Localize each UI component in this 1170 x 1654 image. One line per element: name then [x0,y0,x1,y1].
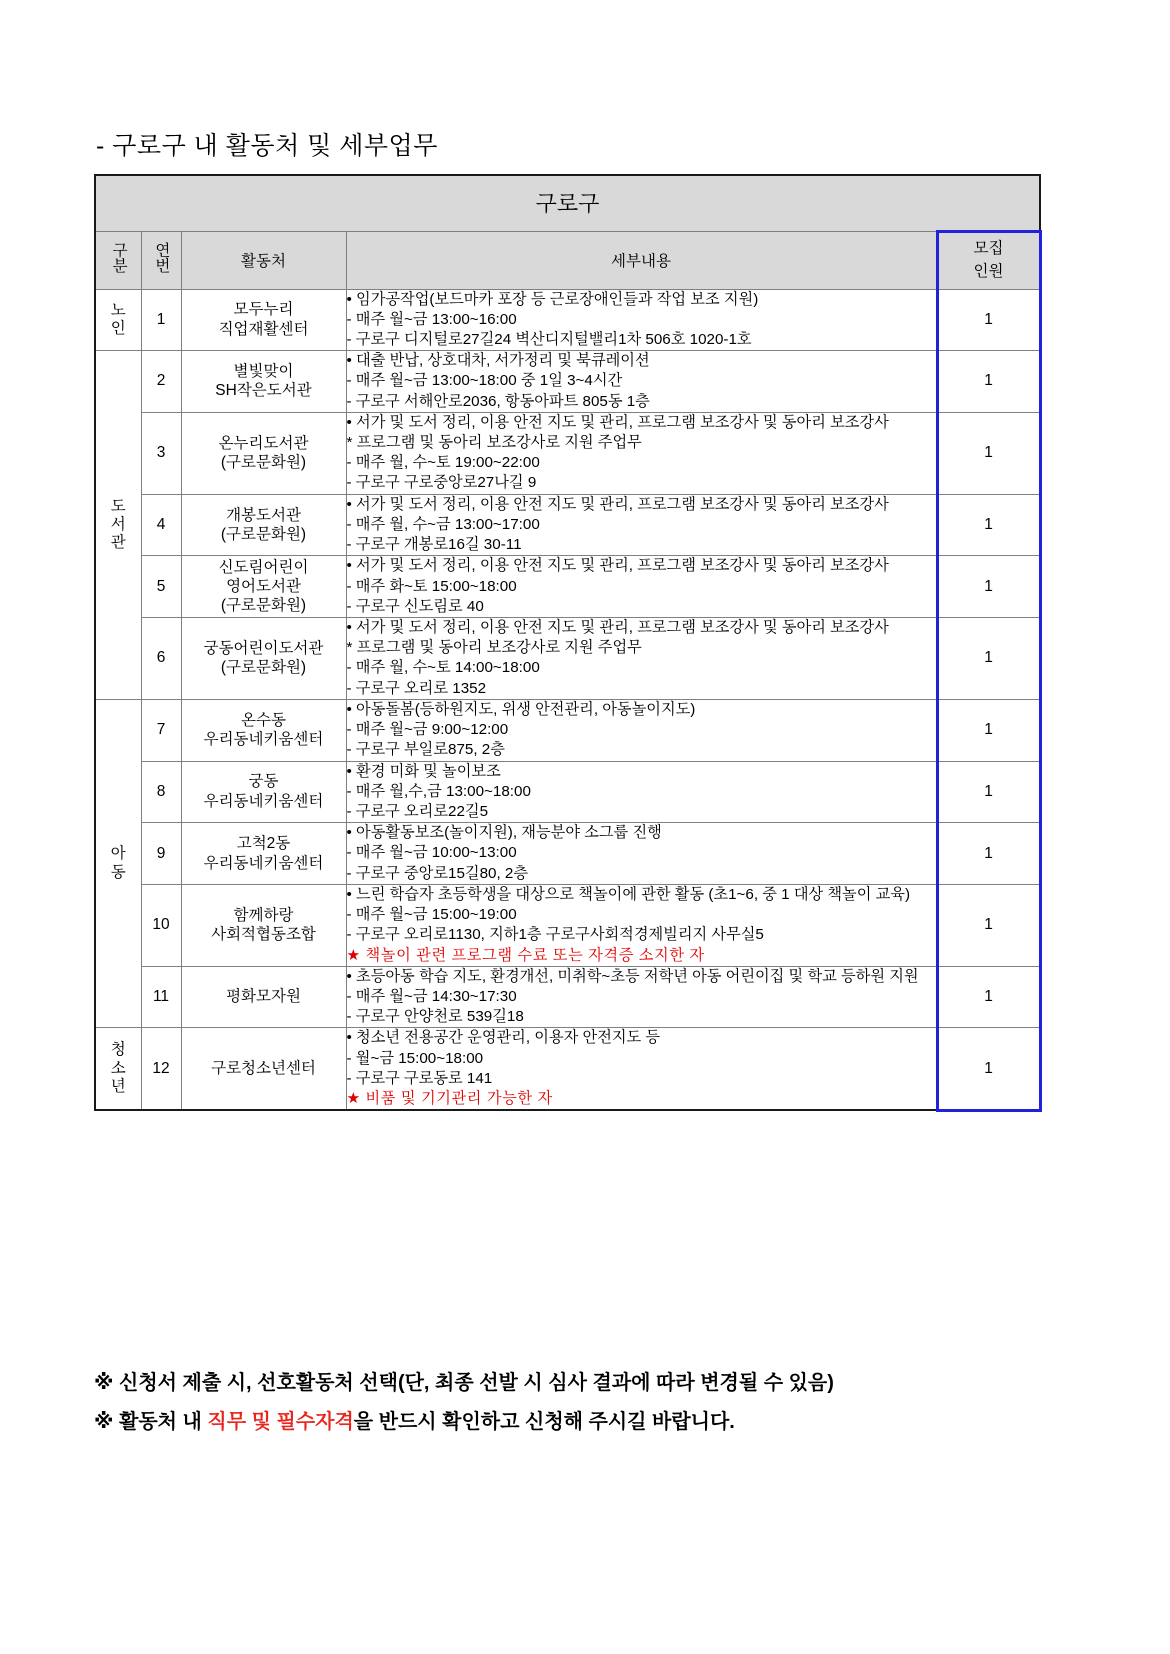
place-line: (구로문화원) [220,659,307,677]
row-number: 2 [141,351,181,413]
detail-line: - 구로구 개봉로16길 30-11 [346,536,522,554]
page-title: - 구로구 내 활동처 및 세부업무 [96,132,438,160]
place-line: 고척2동 [236,835,291,853]
detail-line: - 매주 월~금 13:00~16:00 [346,310,517,328]
detail-line: - 구로구 오리로22길5 [346,802,489,820]
detail-line: - 매주 월~금 14:30~17:30 [346,987,517,1005]
place-line: (구로문화원) [220,454,307,472]
activity-detail [346,556,937,618]
detail-line: • 서가 및 도서 정리, 이용 안전 지도 및 관리, 프로그램 보조강사 및 동아리 보조강사 [346,413,889,431]
detail-line: * 프로그램 및 동아리 보조강사로 지원 주업무 [346,639,642,657]
detail-line: - 매주 월~금 13:00~18:00 중 1일 3~4시간 [346,372,623,390]
note-highlight: 직무 및 필수자격 [207,1411,354,1433]
activity-table [94,174,1042,1112]
category-char: 소 [110,1059,126,1077]
row-number: 4 [141,494,181,556]
note-text: 을 반드시 확인하고 신청해 주시길 바랍니다. [353,1411,735,1433]
note-text: ※ 활동처 내 [94,1411,208,1433]
activity-place [181,412,346,494]
row-number: 10 [141,884,181,966]
detail-line: • 아동활동보조(놀이지원), 재능분야 소그룹 진행 [346,824,662,842]
detail-line: • 아동돌봄(등하원지도, 위생 안전관리, 아동놀이지도) [346,700,696,718]
detail-line: - 매주 화~토 15:00~18:00 [346,577,517,595]
recruit-count: 1 [937,412,1040,494]
detail-line: - 매주 월~금 9:00~12:00 [346,721,509,739]
activity-place [181,966,346,1028]
activity-place [181,618,346,700]
activity-place [181,761,346,823]
category-char: 서 [110,515,126,533]
table-row [95,699,1040,761]
place-line: 직업재활센터 [218,320,309,338]
activity-detail [346,494,937,556]
detail-line: - 매주 월, 수~금 13:00~17:00 [346,515,540,533]
table-title: 구로구 [95,175,1040,231]
recruit-count: 1 [937,966,1040,1028]
detail-line: - 구로구 서해안로2036, 항동아파트 805동 1층 [346,392,650,410]
table-row [95,412,1040,494]
detail-line: • 서가 및 도서 정리, 이용 안전 지도 및 관리, 프로그램 보조강사 및 동아리 보조강사 [346,619,889,636]
detail-line: - 구로구 구로중앙로27나길 9 [346,474,537,492]
activity-detail [346,761,937,823]
detail-line: - 매주 월,수,금 13:00~18:00 [346,782,531,800]
detail-line: - 구로구 구로동로 141 [346,1069,493,1087]
activity-place [181,1028,346,1110]
column-header-count [937,231,1040,289]
category-char: 인 [110,319,126,337]
place-line: 온수동 [241,711,286,729]
place-line: (구로문화원) [220,526,307,544]
activity-place [181,351,346,413]
table-row [95,556,1040,618]
category-cell [95,351,141,700]
place-line: (구로문화원) [220,597,307,615]
detail-line: • 서가 및 도서 정리, 이용 안전 지도 및 관리, 프로그램 보조강사 및 동아리 보조강사 [346,557,889,575]
place-line: 구로청소년센터 [211,1060,316,1078]
detail-line: - 구로구 오리로 1352 [346,679,487,697]
category-char: 도 [110,497,126,515]
place-line: 사회적협동조합 [211,926,316,944]
detail-line: - 구로구 디지털로27길24 벽산디지털밸리1차 506호 1020-1호 [346,330,752,348]
activity-detail [346,351,937,413]
recruit-count: 1 [937,1028,1040,1110]
row-number: 6 [141,618,181,700]
activity-detail [346,823,937,885]
column-header-no: 연번 [141,231,181,289]
place-line: 우리동네키움센터 [203,792,324,810]
activity-place [181,494,346,556]
place-line: 우리동네키움센터 [203,731,324,749]
detail-line: - 매주 월, 수~토 14:00~18:00 [346,659,540,677]
table-title-row [95,175,1040,231]
category-cell [95,289,141,351]
table-row [95,966,1040,1028]
place-line: 모두누리 [233,301,294,319]
place-line: 신도림어린이 [218,558,309,576]
table-row [95,351,1040,413]
detail-line: • 환경 미화 및 놀이보조 [346,762,501,780]
activity-place [181,556,346,618]
place-line: 별빛맞이 [233,363,294,381]
category-cell [95,1028,141,1110]
detail-line: • 초등아동 학습 지도, 환경개선, 미취학~초등 저학년 아동 어린이집 및 학교 등하원 지원 [346,967,919,985]
table-row [95,618,1040,700]
table-row [95,761,1040,823]
detail-line: - 구로구 오리로1130, 지하1층 구로구사회적경제빌리지 사무실5 [346,926,764,944]
activity-detail [346,412,937,494]
place-line: 궁동 [248,773,279,791]
table-row [95,494,1040,556]
activity-detail [346,618,937,700]
column-header-gubun: 구분 [95,231,141,289]
detail-line: - 구로구 부일로875, 2층 [346,741,505,759]
detail-line: • 대출 반납, 상호대차, 서가정리 및 북큐레이션 [346,352,650,370]
count-header-line1: 모집 [973,240,1004,258]
table-header-row [95,231,1040,289]
category-char: 동 [110,863,126,881]
row-number: 3 [141,412,181,494]
category-char: 청 [110,1041,126,1059]
note-item [94,1364,1054,1403]
activity-table-wrapper [94,174,1039,1112]
detail-line: - 매주 월~금 10:00~13:00 [346,844,517,862]
category-cell [95,699,141,1028]
activity-place [181,699,346,761]
row-number: 8 [141,761,181,823]
count-header-line2: 인원 [973,262,1004,280]
activity-detail [346,699,937,761]
note-text: ※ 신청서 제출 시, 선호활동처 선택(단, 최종 선발 시 심사 결과에 따라 변경될 수 있음) [94,1372,834,1394]
place-line: 영어도서관 [226,577,301,595]
recruit-count: 1 [937,884,1040,966]
requirement-alert: ★ 비품 및 기기관리 가능한 자 [346,1090,553,1108]
place-line: 궁동어린이도서관 [203,640,324,658]
detail-line: • 청소년 전용공간 운영관리, 이용자 안전지도 등 [346,1029,661,1047]
recruit-count: 1 [937,494,1040,556]
row-number: 12 [141,1028,181,1110]
place-line: SH작은도서관 [215,382,312,400]
detail-line: • 서가 및 도서 정리, 이용 안전 지도 및 관리, 프로그램 보조강사 및 동아리 보조강사 [346,495,889,513]
recruit-count: 1 [937,699,1040,761]
activity-place [181,884,346,966]
detail-line: • 느린 학습자 초등학생을 대상으로 책놀이에 관한 활동 (초1~6, 중 1 대상 책놀이 교육) [346,885,911,903]
detail-line: • 임가공작업(보드마카 포장 등 근로장애인들과 작업 보조 지원) [346,290,759,308]
column-header-detail: 세부내용 [346,231,937,289]
place-line: 온누리도서관 [218,434,309,452]
row-number: 11 [141,966,181,1028]
activity-detail [346,289,937,351]
detail-line: - 매주 월, 수~토 19:00~22:00 [346,454,540,472]
place-line: 우리동네키움센터 [203,854,324,872]
row-number: 7 [141,699,181,761]
recruit-count: 1 [937,351,1040,413]
requirement-alert: ★ 책놀이 관련 프로그램 수료 또는 자격증 소지한 자 [346,946,705,964]
activity-detail [346,884,937,966]
row-number: 1 [141,289,181,351]
recruit-count: 1 [937,289,1040,351]
table-row [95,289,1040,351]
detail-line: - 매주 월~금 15:00~19:00 [346,906,517,924]
category-char: 관 [110,534,126,552]
recruit-count: 1 [937,761,1040,823]
recruit-count: 1 [937,556,1040,618]
activity-detail [346,1028,937,1110]
detail-line: - 월~금 15:00~18:00 [346,1049,484,1067]
note-item [94,1403,1054,1442]
footer-notes [94,1364,1054,1442]
category-char: 노 [110,301,126,319]
place-line: 함께하랑 [233,906,294,924]
row-number: 5 [141,556,181,618]
place-line: 개봉도서관 [226,506,301,524]
activity-place [181,289,346,351]
detail-line: - 구로구 중앙로15길80, 2층 [346,864,529,882]
column-header-place: 활동처 [181,231,346,289]
place-line: 평화모자원 [226,988,301,1006]
recruit-count: 1 [937,823,1040,885]
detail-line: - 구로구 신도림로 40 [346,597,484,615]
detail-line: - 구로구 안양천로 539길18 [346,1008,524,1026]
row-number: 9 [141,823,181,885]
activity-place [181,823,346,885]
table-row [95,1028,1040,1110]
table-row [95,823,1040,885]
recruit-count: 1 [937,618,1040,700]
activity-detail [346,966,937,1028]
category-char: 년 [110,1077,126,1095]
table-row [95,884,1040,966]
detail-line: * 프로그램 및 동아리 보조강사로 지원 주업무 [346,434,642,452]
category-char: 아 [110,845,126,863]
